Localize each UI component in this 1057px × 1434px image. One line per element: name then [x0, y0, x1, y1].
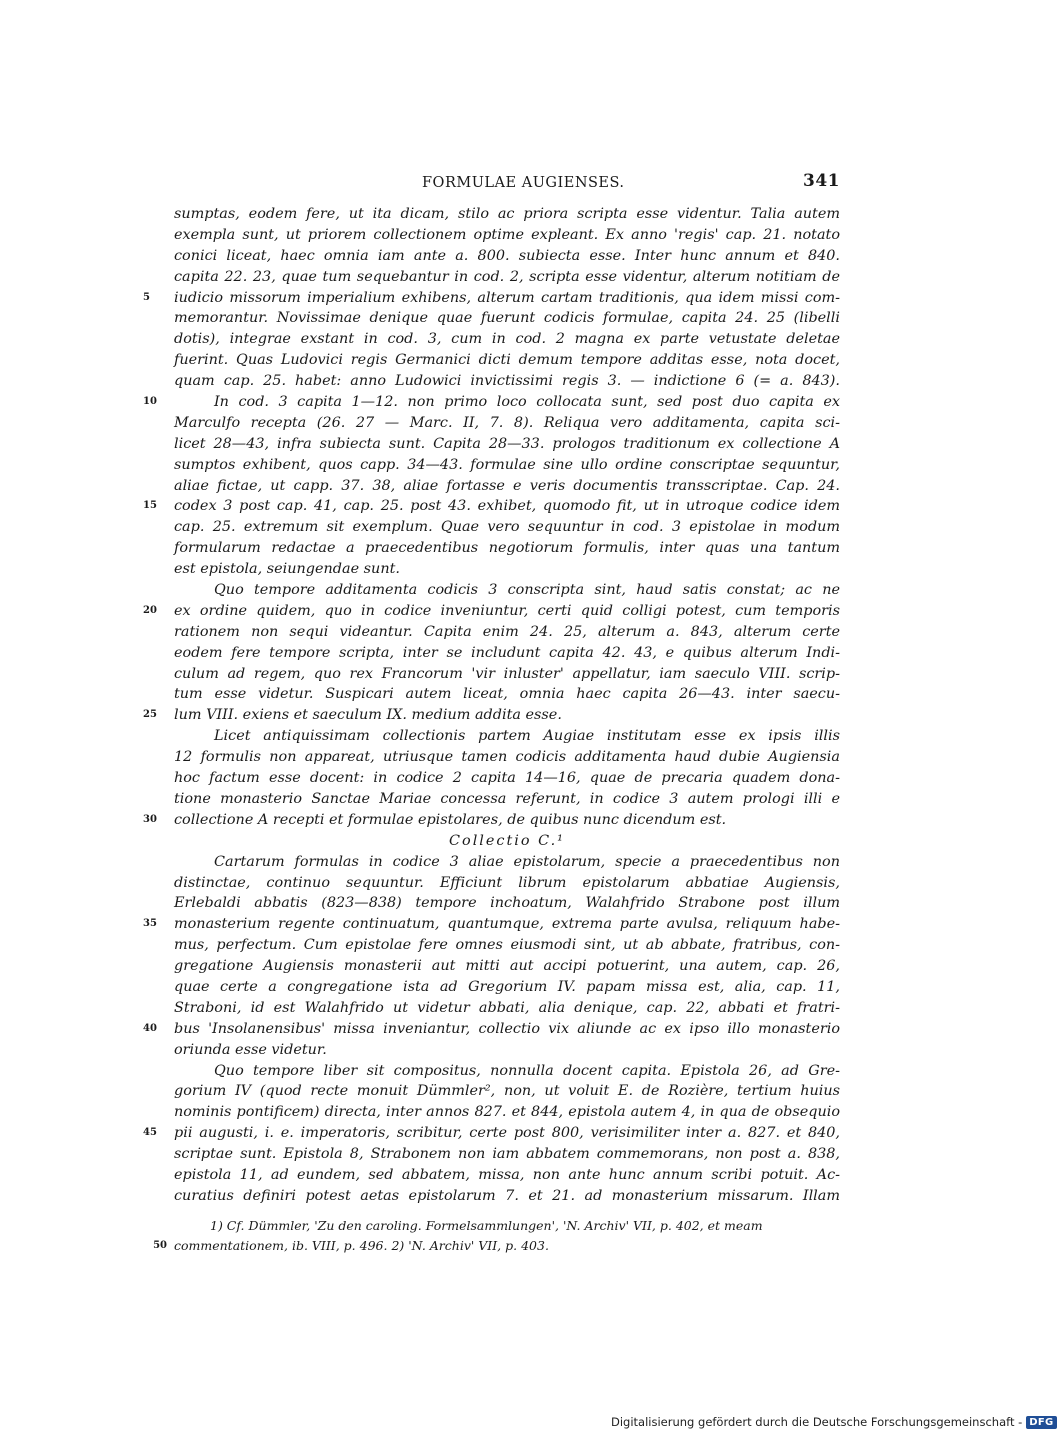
line-text: dotis), integrae exstant in cod. 3, cum in cod. 2 magna ex parte vetustate deletae [174, 331, 840, 348]
line-text: Quo tempore liber sit compositus, nonnulla docent capita. Epistola 26, ad Gre- [214, 1062, 840, 1079]
text-line [174, 1102, 840, 1123]
page-number: 341 [803, 171, 840, 191]
footnote-text: commentationem, ib. VIII, p. 496. 2) 'N. Archiv' VII, p. 403. [174, 1238, 549, 1253]
main-text [143, 204, 840, 1207]
line-text: ex ordine quidem, quo in codice inveniuntur, certi quid colligi potest, cum temporis [174, 602, 840, 619]
text-line [174, 225, 840, 246]
text-line [174, 852, 840, 873]
footnote-1 [174, 1216, 876, 1236]
text-line [174, 204, 840, 225]
text-line [174, 726, 840, 747]
line-text: gregatione Augiensis monasterii aut mitti aut accipi potuerint, una autem, cap. 26, [174, 958, 840, 975]
line-text: bus 'Insolanensibus' missa inveniantur, collectio vix aliunde ac ex ipso illo monasterio [174, 1020, 840, 1037]
line-text: capita 22. 23, quae tum sequebantur in cod. 2, scripta esse videntur, alterum notitiam de [174, 268, 840, 285]
text-line [174, 893, 840, 914]
text-line [174, 559, 840, 580]
text-line [143, 705, 840, 726]
line-text: distinctae, continuo sequuntur. Efficiunt librum epistolarum abbatiae Augiensis, [174, 874, 840, 891]
line-text: rationem non sequi videantur. Capita enim 24. 25, alterum a. 843, alterum certe [174, 623, 840, 640]
text-line [143, 1123, 840, 1144]
line-text: aliae fictae, ut capp. 37. 38, aliae fortasse e veris documentis transscriptae. Cap. 24. [174, 477, 840, 494]
line-text: nominis pontificem) directa, inter annos 827. et 844, epistola autem 4, in qua de obsequio [174, 1104, 840, 1121]
text-line [174, 538, 840, 559]
text-line [174, 1165, 840, 1186]
line-text: collectione A recepti et formulae epistolares, de quibus nunc dicendum est. [174, 811, 727, 828]
text-line [174, 977, 840, 998]
line-text: gorium IV (quod recte monuit Dümmler², non, ut voluit E. de Rozière, tertium huius [174, 1083, 840, 1100]
line-text: licet 28—43, infra subiecta sunt. Capita 28—33. prologos traditionum ex collectione A [174, 435, 840, 452]
text-line [174, 1061, 840, 1082]
line-number: 15 [143, 500, 157, 512]
text-line [174, 1144, 840, 1165]
text-line [143, 601, 840, 622]
line-text: quae certe a congregatione ista ad Gregorium IV. papam missa est, alia, cap. 11, [174, 978, 840, 995]
text-line [174, 329, 840, 350]
text-line [143, 288, 840, 309]
text-line [174, 956, 840, 977]
line-text: codex 3 post cap. 41, cap. 25. post 43. exhibet, quomodo fit, ut in utroque codice idem [174, 498, 840, 515]
line-number: 40 [143, 1022, 157, 1034]
line-text: pii augusti, i. e. imperatoris, scribitur, certe post 800, verisimiliter inter a. 827. et 840, [174, 1125, 840, 1142]
line-number: 50 [153, 1240, 167, 1251]
text-line [174, 684, 840, 705]
text-line [174, 1186, 840, 1207]
text-line [143, 392, 840, 413]
line-text: curatius definiri potest aetas epistolarum 7. et 21. ad monasterium missarum. Illam [174, 1187, 840, 1204]
text-line [174, 1081, 840, 1102]
text-line [143, 914, 840, 935]
text-line [174, 1040, 840, 1061]
text-line [174, 350, 840, 371]
line-text: monasterium regente continuatum, quantumque, extrema parte avulsa, reliquum habe- [174, 916, 840, 933]
line-text: scriptae sunt. Epistola 8, Strabonem non iam abbatem commemorans, non post a. 838, [174, 1146, 840, 1163]
text-line [174, 664, 840, 685]
text-line [174, 476, 840, 497]
line-text: est epistola, seiungendae sunt. [174, 561, 400, 578]
line-number: 20 [143, 604, 157, 616]
line-text: Licet antiquissimam collectionis partem Augiae institutam esse ex ipsis illis [214, 728, 840, 745]
line-text: Cartarum formulas in codice 3 aliae epistolarum, specie a praecedentibus non [214, 853, 840, 870]
line-number: 45 [143, 1127, 157, 1139]
text-line [174, 308, 840, 329]
running-header [174, 171, 840, 195]
line-text: Collectio C.¹ [449, 832, 565, 849]
credit-text: Digitalisierung gefördert durch die Deutsche Forschungsgemeinschaft - [611, 1415, 1023, 1429]
line-text: iudicio missorum imperialium exhibens, alterum cartam traditionis, qua idem missi com- [174, 289, 840, 306]
text-line [174, 622, 840, 643]
text-line [174, 831, 840, 852]
line-text: Erlebaldi abbatis (823—838) tempore inchoatum, Walahfrido Strabone post illum [174, 895, 840, 912]
line-text: oriunda esse videtur. [174, 1041, 327, 1058]
line-text: 12 formulis non appareat, utriusque tamen codicis additamenta haud dubie Augiensia [174, 749, 840, 766]
text-line [174, 768, 840, 789]
line-text: sumptas, eodem fere, ut ita dicam, stilo ac priora scripta esse videntur. Talia autem [174, 206, 840, 222]
text-line [174, 246, 840, 267]
line-text: tione monasterio Sanctae Mariae concessa referunt, in codice 3 autem prologi illi e [174, 790, 840, 807]
line-text: tum esse videtur. Suspicari autem liceat, omnia haec capita 26—43. inter saecu- [174, 686, 840, 703]
text-line [174, 371, 840, 392]
text-line [174, 873, 840, 894]
text-line [174, 643, 840, 664]
line-text: Quo tempore additamenta codicis 3 conscripta sint, haud satis constat; ac ne [214, 582, 840, 599]
text-line [174, 789, 840, 810]
text-line [143, 496, 840, 517]
line-text: lum VIII. exiens et saeculum IX. medium addita esse. [174, 707, 562, 724]
line-number: 5 [143, 291, 150, 303]
footnote-2 [153, 1236, 840, 1256]
dfg-logo: DFG [1026, 1416, 1056, 1429]
line-text: fuerint. Quas Ludovici regis Germanici dicti demum tempore additas esse, nota docet, [174, 352, 840, 369]
text-line [143, 810, 840, 831]
line-text: hoc factum esse docent: in codice 2 capita 14—16, quae de precaria quadem dona- [174, 770, 840, 787]
text-line [174, 413, 840, 434]
line-text: formularum redactae a praecedentibus negotiorum formulis, inter quas una tantum [174, 540, 840, 557]
text-line [174, 998, 840, 1019]
line-text: sumptos exhibent, quos capp. 34—43. formulae sine ullo ordine conscriptae sequuntur, [174, 456, 840, 473]
line-text: culum ad regem, quo rex Francorum 'vir inluster' appellatur, iam saeculo VIII. scrip- [174, 665, 840, 682]
line-number: 10 [143, 396, 157, 408]
line-number: 25 [143, 709, 157, 721]
line-text: conici liceat, haec omnia iam ante a. 800. subiecta esse. Inter hunc annum et 840. [174, 247, 840, 264]
text-line [174, 434, 840, 455]
footnote-text: 1) Cf. Dümmler, 'Zu den caroling. Formelsammlungen', 'N. Archiv' VII, p. 402, et meam [210, 1218, 763, 1233]
text-line [174, 267, 840, 288]
line-number: 35 [143, 918, 157, 930]
line-text: memorantur. Novissimae denique quae fuerunt codicis formulae, capita 24. 25 (libelli [174, 310, 840, 327]
line-text: exempla sunt, ut priorem collectionem optime expleant. Ex anno 'regis' cap. 21. notato [174, 226, 840, 243]
line-number: 30 [143, 813, 157, 825]
line-text: mus, perfectum. Cum epistolae fere omnes eiusmodi sint, ut ab abbate, fratribus, con- [174, 937, 840, 954]
running-title: FORMULAE AUGIENSES. [422, 175, 625, 191]
text-line [174, 517, 840, 538]
line-text: In cod. 3 capita 1—12. non primo loco collocata sunt, sed post duo capita ex [214, 394, 840, 411]
line-text: Marculfo recepta (26. 27 — Marc. II, 7. 8). Reliqua vero additamenta, capita sci- [174, 414, 840, 431]
line-text: epistola 11, ad eundem, sed abbatem, missa, non ante hunc annum scribi potuit. Ac- [174, 1166, 840, 1183]
text-line [174, 935, 840, 956]
text-line [174, 747, 840, 768]
text-line [174, 580, 840, 601]
line-text: quam cap. 25. habet: anno Ludowici invictissimi regis 3. — indictione 6 (= a. 843). [174, 373, 840, 390]
line-text: cap. 25. extremum sit exemplum. Quae vero sequuntur in cod. 3 epistolae in modum [174, 519, 840, 536]
text-line [143, 1019, 840, 1040]
line-text: eodem fere tempore scripta, inter se includunt capita 42. 43, e quibus alterum Indi- [174, 644, 840, 661]
text-line [174, 455, 840, 476]
digitization-credit [611, 1415, 1057, 1429]
line-text: Straboni, id est Walahfrido ut videtur abbati, alia denique, cap. 22, abbati et fratri- [174, 999, 840, 1016]
